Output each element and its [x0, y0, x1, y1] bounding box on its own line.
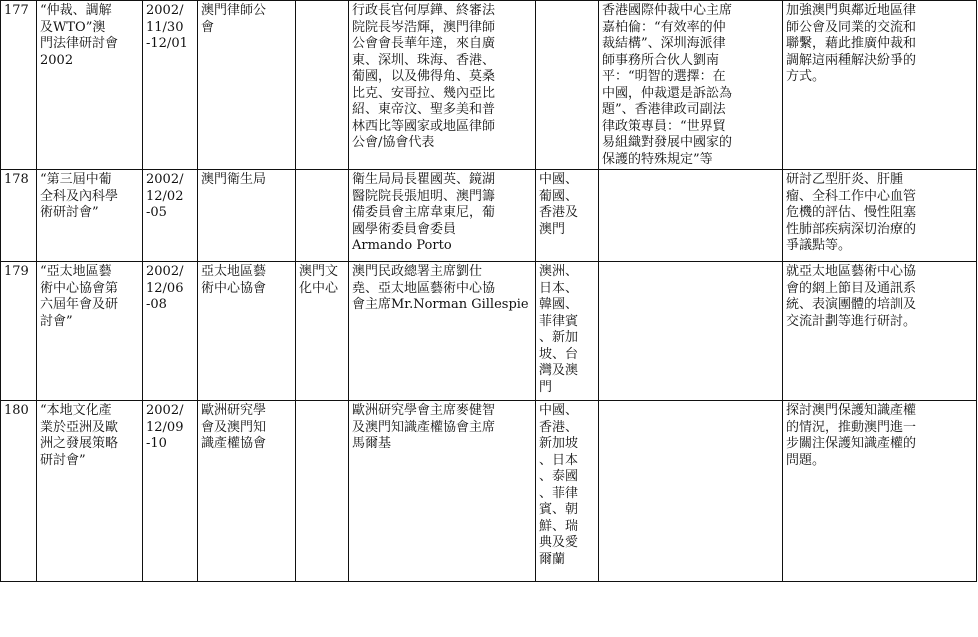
event-title: “仲裁、調解 及WTO”澳 門法律研討會 2002: [37, 1, 143, 170]
organizer: 歐洲研究學 會及澳門知 識產權協會: [198, 401, 296, 582]
table-row: [1, 262, 977, 401]
regions: 中國、 葡國、 香港及 澳門: [536, 170, 599, 262]
event-date: 2002/ 12/02 -05: [143, 170, 198, 262]
speakers: 香港國際仲裁中心主席 嘉柏倫：“有效率的仲 裁結構”、深圳海派律 師事務所合伙人劉南 平：“明智的選擇：在 中國，仲裁還是訴訟為 題”、香港律政司副法 律政策專員：“世界貿 易組織對發展中國家的 保護的特殊規定”等: [599, 1, 783, 170]
co-organizer: [296, 1, 349, 170]
event-date: 2002/ 12/06 -08: [143, 262, 198, 401]
co-organizer: [296, 401, 349, 582]
content: 探討澳門保護知識產權 的情況，推動澳門進一 步關注保護知識產權的 問題。: [783, 401, 977, 582]
row-number: 179: [1, 262, 37, 401]
organizer: 亞太地區藝 術中心協會: [198, 262, 296, 401]
participants: 行政長官何厚鏵、終審法 院院長岑浩輝，澳門律師 公會會長華年達，來自廣 東、深圳、珠海、香港、 葡國，以及佛得角、莫桑 比克、安哥拉、幾內亞比 紹、東帝汶、聖多美和普 林西比等國家或地區律師 公會/協會代表: [349, 1, 536, 170]
speakers: [599, 262, 783, 401]
co-organizer: [296, 170, 349, 262]
event-date: 2002/ 12/09 -10: [143, 401, 198, 582]
participants: 歐洲研究學會主席麥健智 及澳門知識產權協會主席 馬爾基: [349, 401, 536, 582]
content: 研討乙型肝炎、肝腫 瘤、全科工作中心血管 危機的評估、慢性阻塞 性肺部疾病深切治療的 爭議點等。: [783, 170, 977, 262]
regions: 中國、 香港、 新加坡 、日本 、泰國 、菲律 賓、朝 鮮、瑞 典及愛 爾蘭: [536, 401, 599, 582]
event-title: “本地文化產 業於亞洲及歐 洲之發展策略 研討會”: [37, 401, 143, 582]
row-number: 178: [1, 170, 37, 262]
speakers: [599, 170, 783, 262]
event-date: 2002/ 11/30 -12/01: [143, 1, 198, 170]
participants: 衛生局局長瞿國英、鏡湖 醫院院長張旭明、澳門籌 備委員會主席韋東尼，葡 國學術委員會委員 Armando Porto: [349, 170, 536, 262]
regions: 澳洲、 日本、 韓國、 菲律賓 、新加 坡、台 灣及澳 門: [536, 262, 599, 401]
row-number: 177: [1, 1, 37, 170]
content: 加強澳門與鄰近地區律 師公會及同業的交流和 聯繫，藉此推廣仲裁和 調解這兩種解決紛爭的 方式。: [783, 1, 977, 170]
participants: 澳門民政總署主席劉仕 堯、亞太地區藝術中心協 會主席Mr.Norman Gillespie: [349, 262, 536, 401]
organizer: 澳門律師公 會: [198, 1, 296, 170]
regions: [536, 1, 599, 170]
row-number: 180: [1, 401, 37, 582]
content: 就亞太地區藝術中心協 會的網上節目及通訊系 統、表演團體的培訓及 交流計劃等進行研討。: [783, 262, 977, 401]
table-row: [1, 1, 977, 170]
event-title: “亞太地區藝 術中心協會第 六屆年會及研 討會”: [37, 262, 143, 401]
speakers: [599, 401, 783, 582]
event-title: “第三屆中葡 全科及內科學 術研討會”: [37, 170, 143, 262]
organizer: 澳門衛生局: [198, 170, 296, 262]
table-row: [1, 170, 977, 262]
table-row: [1, 401, 977, 582]
co-organizer: 澳門文 化中心: [296, 262, 349, 401]
